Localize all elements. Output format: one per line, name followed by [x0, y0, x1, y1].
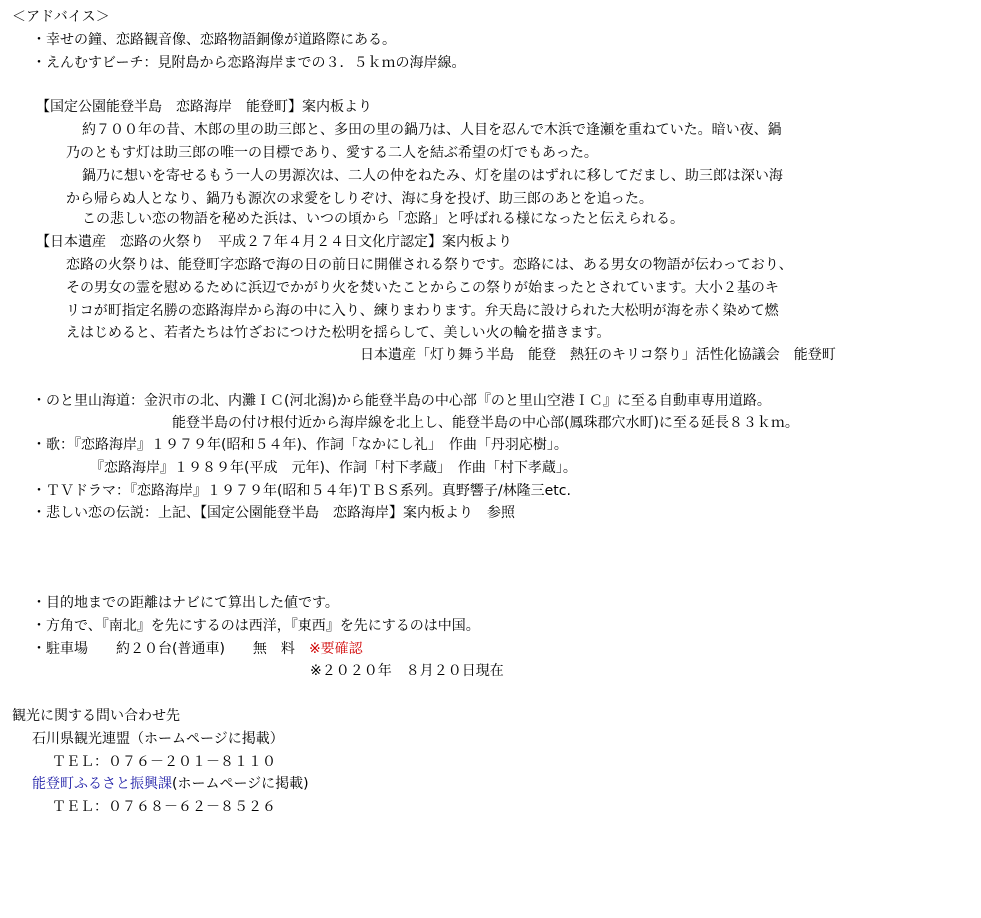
parking-info	[32, 638, 363, 660]
signboard-kokutei-line: 乃のともす灯は助三郎の唯一の目標であり、愛する二人を結ぶ希望の灯でもあった。	[66, 145, 598, 161]
distance-note: ・目的地までの距離はナビにて算出した値です。	[32, 595, 339, 611]
signboard-heritage-credit: 日本遺産「灯り舞う半島 能登 熱狂のキリコ祭り」活性化協議会 能登町	[360, 347, 836, 363]
signboard-heritage-line: リコが町指定名勝の恋路海岸から海の中に入り、練りまわります。弁天島に設けられた大松明が海を赤く染めて燃	[66, 303, 779, 319]
advice-bullet-beach: ・えんむすビーチ：見附島から恋路海岸までの３．５ｋｍの海岸線。	[32, 55, 466, 71]
as-of-date: ※２０２０年 ８月２０日現在	[310, 663, 504, 679]
road-info-line: ・のと里山海道：金沢市の北、内灘ＩＣ(河北潟)から能登半島の中心部『のと里山空港ＩＣ』に至る自動車専用道路。	[32, 393, 771, 409]
signboard-kokutei-line: この悲しい恋の物語を秘めた浜は、いつの頃から「恋路」と呼ばれる様になったと伝えられる。	[82, 211, 684, 227]
signboard-heritage-line: 恋路の火祭りは、能登町字恋路で海の日の前日に開催される祭りです。恋路には、ある男女の物語が伝わっており、	[66, 257, 793, 273]
signboard-heritage-line: えはじめると、若者たちは竹ざおにつけた松明を揺らして、美しい火の輪を描きます。	[66, 325, 611, 341]
parking-warning: ※要確認	[308, 641, 363, 657]
signboard-kokutei-heading: 【国定公園能登半島 恋路海岸 能登町】案内板より	[36, 99, 372, 115]
legend-info: ・悲しい恋の伝説：上記、【国定公園能登半島 恋路海岸】案内板より 参照	[32, 505, 515, 521]
signboard-heritage-heading: 【日本遺産 恋路の火祭り 平成２７年４月２４日文化庁認定】案内板より	[36, 234, 512, 250]
contact-org-noto	[32, 773, 309, 795]
signboard-kokutei-line: 鍋乃に想いを寄せるもう一人の男源次は、二人の仲をねたみ、灯を崖のはずれに移してだまし、助三郎は深い海	[82, 168, 783, 184]
parking-text: ・駐車場 約２０台(普通車) 無 料	[32, 641, 295, 657]
advice-header: ＜アドバイス＞	[12, 9, 110, 25]
contact-heading: 観光に関する問い合わせ先	[12, 708, 180, 724]
song-info-line: 『恋路海岸』１９８９年(平成 元年)、作詞「村下孝蔵」 作曲「村下孝蔵」。	[90, 460, 577, 476]
signboard-heritage-line: その男女の霊を慰めるために浜辺でかがり火を焚いたことからこの祭りが始まったとされています。大小２基のキ	[66, 280, 779, 296]
contact-tel-renmei: ＴＥＬ：０７６－２０１－８１１０	[52, 754, 276, 770]
tv-drama-info: ・ＴＶドラマ：『恋路海岸』１９７９年(昭和５４年)ＴＢＳ系列。真野響子/林隆三etc.	[32, 483, 571, 499]
contact-tel-noto: ＴＥＬ：０７６８－６２－８５２６	[52, 799, 276, 815]
song-info-line: ・歌：『恋路海岸』１９７９年(昭和５４年)、作詞「なかにし礼」 作曲「丹羽応樹」。	[32, 437, 568, 453]
advice-bullet-bell: ・幸せの鐘、恋路観音像、恋路物語銅像が道路際にある。	[32, 32, 396, 48]
road-info-line: 能登半島の付け根付近から海岸線を北上し、能登半島の中心部(鳳珠郡穴水町)に至る延長８３ｋｍ。	[172, 415, 799, 431]
contact-org-renmei: 石川県観光連盟（ホームページに掲載）	[32, 731, 284, 747]
direction-note: ・方角で、『南北』を先にするのは西洋，『東西』を先にするのは中国。	[32, 618, 480, 634]
contact-org-noto-suffix: (ホームページに掲載)	[172, 776, 309, 792]
signboard-kokutei-line: から帰らぬ人となり、鍋乃も源次の求愛をしりぞけ、海に身を投げ、助三郎のあとを追った。	[66, 191, 653, 207]
noto-furusato-link[interactable]: 能登町ふるさと振興課	[32, 776, 172, 792]
signboard-kokutei-line: 約７００年の昔、木郎の里の助三郎と、多田の里の鍋乃は、人目を忍んで木浜で逢瀬を重ねていた。暗い夜、鍋	[82, 122, 782, 138]
